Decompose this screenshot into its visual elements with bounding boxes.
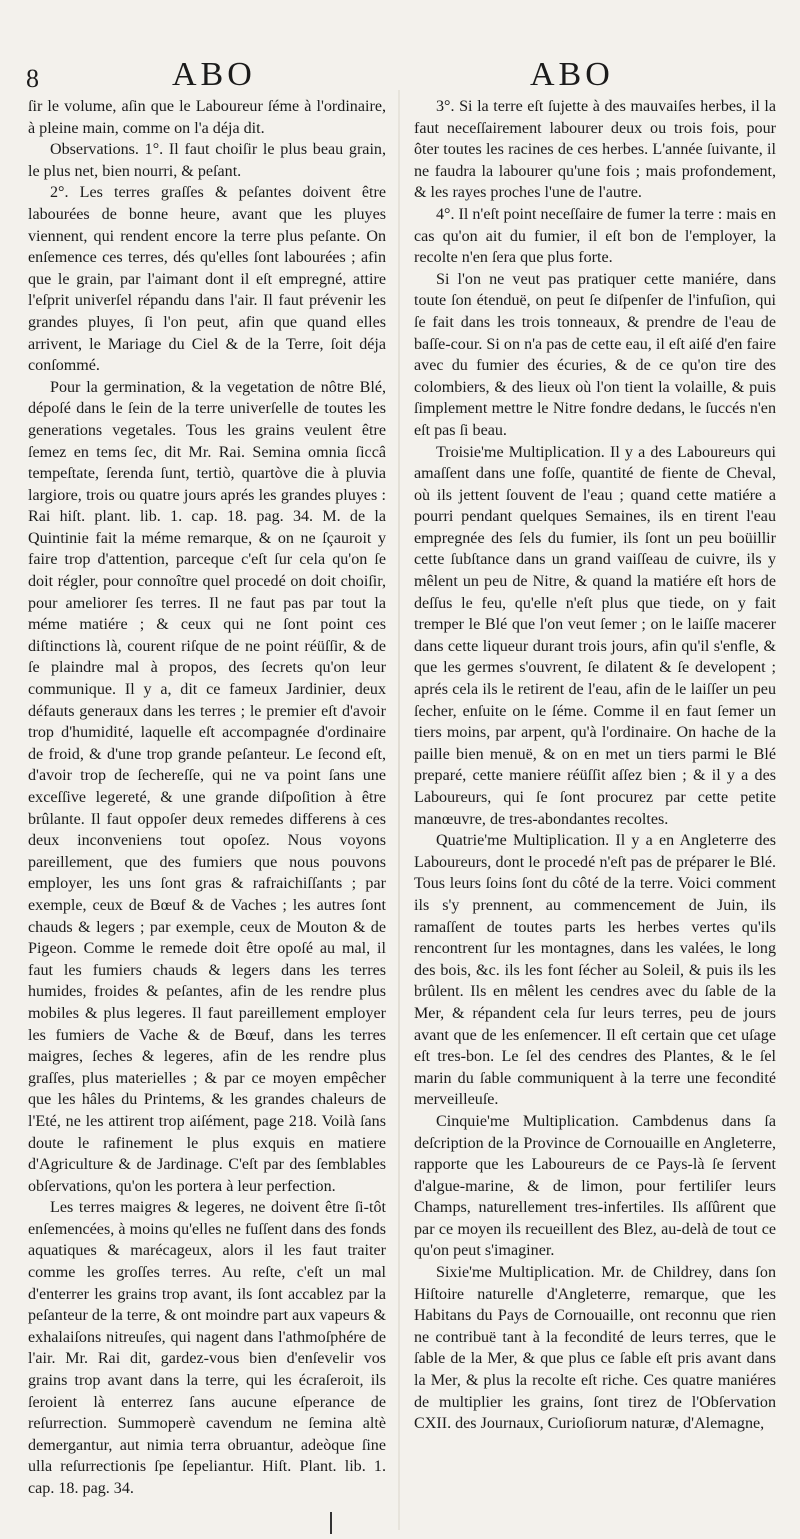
paragraph: ſir le volume, aſin que le Laboureur ſéme à l'ordinaire, à pleine main, comme on l'a déja dit.: [28, 98, 386, 137]
margin-mark: [330, 1512, 332, 1534]
paragraph: Troisie'me Multiplication. Il y a des Laboureurs qui amaſſent dans une foſſe, quantité de fiente de Cheval, où ils jettent ſouvent de l'eau ; quand cette matiére a pourri pendant quelques Semaines, ils en tirent l'eau empregnée des ſels du fumier, ils ſont un peu boüillir cette ſubſtance dans un grand vaiſſeau de cuivre, ils y mêlent un peu de Nitre, & quand la matiére eſt hors de deſſus le feu, qu'elle n'eſt plus que tiede, on y fait tremper le Blé que l'on veut ſemer ; on le laiſſe macerer dans cette liqueur durant trois jours, afin qu'il s'enfle, & que les germes s'ouvrent, ſe dilatent & ſe developent ; aprés cela ils le retirent de l'eau, afin de le laiſſer un peu ſecher, enſuite on le ſéme. Comme il en faut ſemer un tiers moins, par arpent, qu'à l'ordinaire. On hache de la paille bien menuë, & on en met un tiers parmi le Blé preparé, cette maniere réüſſit aſſez bien ; & il y a des Laboureurs, qui ſe ſont procurez par cette petite manœuvre, de tres-abondantes recoltes.: [414, 443, 776, 828]
paragraph: Les terres maigres & legeres, ne doivent être ſi-tôt enſemencées, à moins qu'elles ne fuſſent dans des fonds aquatiques & marécageux, alors il les faut traiter comme les groſſes terres. Au reſte, c'eſt un mal d'enterrer les grains trop avant, ils ſont accablez par la peſanteur de la terre, & ont moindre part aux vapeurs & exhalaiſons nitreuſes, qui nagent dans l'athmoſphére de l'air. Mr. Rai dit, gardez-vous bien d'enſevelir vos grains trop avant dans la terre, qui les écraſeroit, ils ſeroient là enterrez ſans aucune eſperance de reſurrection. Summoperè cavendum ne ſemina altè demergantur, aut nimia terra obruantur, adeòque ſine ulla reſurrectionis ſpe ſepeliantur. Hiſt. Plant. lib. 1. cap. 18. pag. 34.: [28, 1199, 386, 1497]
running-head-right: ABO: [530, 56, 614, 93]
paragraph: Si l'on ne veut pas pratiquer cette maniére, dans toute ſon étenduë, on peut ſe diſpenſer de l'infuſion, qui ſe fait dans les trois tonneaux, & prendre de l'eau de baſſe-cour. Si on n'a pas de cette eau, il eſt aiſé d'en faire avec du fumier des écuries, & de ce qu'on tire des colombiers, & des lieux où l'on tient la volaille, & puis ſimplement mettre le Nitre fondre dedans, le ſuccés n'en eſt pas ſi beau.: [414, 270, 776, 439]
paragraph: Pour la germination, & la vegetation de nôtre Blé, dépoſé dans le ſein de la terre univerſelle de toutes les generations vegetales. Tous les grains veulent être ſemez en tems ſec, dit Mr. Rai. Semina omnia ſiccâ tempeſtate, ſerenda ſunt, tertiò, quartòve die à pluvia largiore, trois ou quatre jours aprés les grandes pluyes : Rai hiſt. plant. lib. 1. cap. 18. pag. 34. M. de la Quintinie fait la méme remarque, & on ne ſçauroit y faire trop d'attention, parceque c'eſt ſur cela qu'on ſe doit régler, pour connoître quel procedé on doit choiſir, pour ameliorer ſes terres. Il ne faut pas par tout la méme matiére ; & ceux qui ne ſont point ces diſtinctions là, courent riſque de ne point réüſſir, & de ſe plaindre mal à propos, des ſecrets qu'on leur communique. Il y a, dit ce fameux Jardinier, deux défauts generaux dans les terres ; le premier eſt d'avoir trop d'humidité, laquelle eſt accompagnée d'ordinaire de froid, & d'une trop grande peſanteur. Le ſecond eſt, d'avoir trop de ſechereſſe, qui ne va point ſans une exceſſive legereté, & une grande diſpoſition à être brûlante. Il faut oppoſer deux remedes differens à ces deux inconveniens tout opoſez. Nous voyons pareillement, que des fumiers que nous pouvons employer, les uns ſont gras & rafraichiſſants ; par exemple, ceux de Bœuf & de Vaches ; les autres ſont chauds & legers ; par exemple, ceux de Mouton & de Pigeon. Comme le remede doit être opoſé au mal, il faut les fumiers chauds & legers dans les terres humides, froides & peſantes, afin de les rendre plus mobiles & plus legeres. Il faut pareillement employer les fumiers de Vache & de Bœuf, dans les terres maigres, ſeches & legeres, afin de les rendre plus graſſes, plus materielles ; & par ce moyen empêcher que les hâles du Printems, & les grandes chaleurs de l'Eté, ne les attirent trop aiſément, page 218. Voilà ſans doute le rafinement le plus exquis en matiere d'Agriculture & de Jardinage. C'eſt par des ſemblables obſervations, qu'on les portera à leur perfection.: [28, 378, 386, 1195]
left-column: [28, 96, 386, 1500]
paragraph: Cinquie'me Multiplication. Cambdenus dans ſa deſcription de la Province de Cornouaille en Angleterre, rapporte que les Laboureurs de ce Pays-là ſe ſervent d'algue-marine, & de limon, pour fertiliſer leurs Champs, naturellement tres-infertiles. Ils aſſûrent que par ce moyen ils recueillent des Blez, au-delà de tout ce qu'on peut s'imaginer.: [414, 1112, 776, 1260]
page-number: 8: [26, 64, 39, 93]
paragraph: Quatrie'me Multiplication. Il y a en Angleterre des Laboureurs, dont le procedé n'eſt pas de préparer le Blé. Tous leurs ſoins ſont du côté de la terre. Voici comment ils s'y prennent, au commencement de Juin, ils ramaſſent de toutes parts les herbes vertes qu'ils rencontrent ſur les montagnes, dans les valées, le long des bois, &c. ils les font ſécher au Soleil, & puis ils les brûlent. Ils en mêlent les cendres avec du ſable de la Mer, & répandent cela ſur leurs terres, peu de jours avant que de les enſemencer. Il eſt certain que cet uſage eſt tres-bon. Le ſel des cendres des Plantes, & le ſel marin du ſable communiquent à la terre une fecondité merveilleuſe.: [414, 832, 776, 1109]
running-head-left: ABO: [172, 56, 256, 93]
paragraph: Observations. 1°. Il faut choiſir le plus beau grain, le plus net, bien nourri, & peſant.: [28, 141, 386, 180]
paragraph: 2°. Les terres graſſes & peſantes doivent être labourées de bonne heure, avant que les pluyes viennent, qui rendent encore la terre plus peſante. On enſemence ces terres, dés qu'elles ſont labourées ; afin que le grain, par l'aimant dont il eſt empregné, attire l'eſprit univerſel répandu dans l'air. Il faut prévenir les grandes pluyes, ſi l'on peut, afin que quand elles arrivent, le Mariage du Ciel & de la Terre, ſoit déja conſommé.: [28, 184, 386, 375]
page-gutter: [398, 90, 400, 1530]
paragraph: Sixie'me Multiplication. Mr. de Childrey, dans ſon Hiſtoire naturelle d'Angleterre, remarque, que les Habitans du Pays de Cornouaille, ont reconnu que rien ne contribuë tant à la fecondité de leurs terres, que le ſable de la Mer, & que plus ce ſable eſt pris avant dans la Mer, & plus la recolte eſt riche. Ces quatre maniéres de multiplier les grains, ſont tirez de l'Obſervation CXII. des Journaux, Curioſiorum naturæ, d'Alemagne,: [414, 1264, 776, 1433]
paragraph: 4°. Il n'eſt point neceſſaire de fumer la terre : mais en cas qu'on ait du fumier, il eſt bon de l'employer, la recolte n'en ſera que plus forte.: [414, 205, 777, 267]
paragraph: 3°. Si la terre eſt ſujette à des mauvaiſes herbes, il la faut neceſſairement labourer deux ou trois fois, pour ôter toutes les racines de ces herbes. L'année ſuivante, il ne faudra la labourer qu'une fois ; mais profondement, & les rayes proches l'une de l'autre.: [414, 98, 776, 202]
right-column: [414, 96, 776, 1435]
